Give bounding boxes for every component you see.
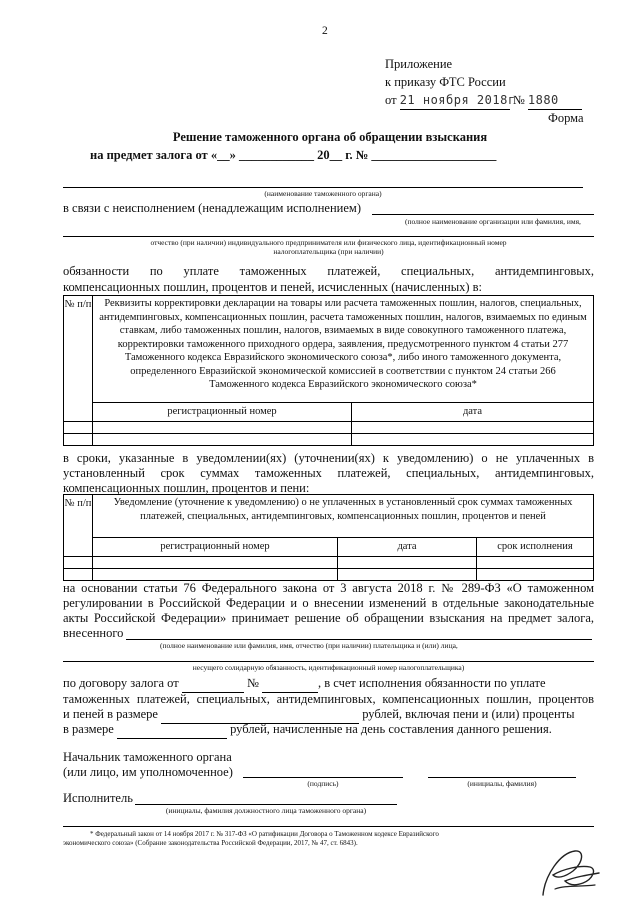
head-line2: (или лицо, им уполномоченное) [63, 765, 233, 779]
terms-line2: установленный срок суммах таможенных платежей, специальных, антидемпинговых, [63, 466, 594, 480]
caption-initials: (инициалы, фамилия) [467, 779, 537, 788]
basis-line2: регулировании в Российской Федерации и о внесении изменений в отдельные законодательные [63, 596, 594, 610]
table-correction-details [63, 295, 594, 446]
footnote-line1: * Федеральный закон от 14 ноября 2017 г. № 317-ФЗ «О ратификации Договора о Таможенном кодексе Евразийского [90, 830, 439, 838]
basis-caption2: несущего солидарную обязанность, идентификационный номер налогоплательщика) [192, 663, 465, 672]
executor-label: Исполнитель [63, 791, 133, 805]
pledge-line1-c: , в счет исполнения обязанности по уплате [318, 676, 546, 690]
obligations-line1: обязанности по уплате таможенных платежей, специальных, антидемпинговых, [63, 264, 594, 278]
basis-line4: внесенного [63, 626, 124, 640]
appendix-number-prefix: № [512, 93, 525, 107]
table1-cell[interactable] [64, 421, 93, 433]
appendix-number-handwritten: 1880 [528, 93, 582, 110]
pledge-date-field[interactable] [182, 676, 244, 693]
terms-line1: в сроки, указанные в уведомлении(ях) (уточнении(ях) к уведомлению) о не уплаченных в [63, 451, 594, 465]
pledge-line4-b: рублей, начисленные на день составления данного решения. [230, 722, 552, 736]
table2-cell[interactable] [477, 568, 594, 580]
table2-cell[interactable] [64, 568, 93, 580]
table1-num-label: № п/п [64, 299, 92, 310]
pledge-line4 [63, 722, 552, 739]
table1-header-text: Реквизиты корректировки декларации на товары или расчета таможенных пошлин, налогов, специальных, антидемпинговых, компенсационных пошлин, расчета таможенных пошлин, налогов, взимаемых по единым ставкам, либо таможенных пошлин, налогов, взимаемых в виде совокупного таможенного платежа, корректировки таможенного приходного ордера, заявления, предусмотренного пунктом 4 статьи 277 Таможенного кодекса Евразийского экономического союза*, либо иного таможенного документа, определенного Евразийской экономической комиссией в соответствии с пунктом 24 статьи 266 Таможенного кодекса Евразийского экономического союза* [99, 298, 587, 390]
appendix-date-prefix: от [385, 93, 397, 107]
table2-header-text: Уведомление (уточнение к уведомлению) о не уплаченных в установленный срок суммах таможенных платежей, специальных, антидемпинговых, компенсационных пошлин, процентов и пеней [113, 497, 573, 522]
footnote-line2: экономического союза» (Собрание законодательства Российской Федерации, 2017, № 47, ст. 6843). [63, 839, 358, 847]
executor-field[interactable] [135, 804, 397, 805]
table2-cell[interactable] [338, 568, 477, 580]
customs-authority-line[interactable] [63, 187, 583, 188]
signature-field[interactable] [243, 777, 403, 778]
pledge-number-field[interactable] [262, 676, 318, 693]
table1-cell[interactable] [93, 421, 352, 433]
table2-cell[interactable] [338, 556, 477, 568]
table1-header [93, 296, 594, 403]
table2-header [93, 495, 594, 538]
table1-cell[interactable] [352, 421, 594, 433]
basis-line1: на основании статьи 76 Федерального закона от 3 августа 2018 г. № 289-ФЗ «О таможенном [63, 581, 594, 595]
pledge-line1-a: по договору залога от [63, 676, 179, 690]
form-label: Форма [548, 111, 584, 125]
table1-reg-header: регистрационный номер [93, 403, 352, 422]
table-notifications [63, 494, 594, 581]
non-fulfillment-caption3: налогоплательщика (при наличии) [273, 247, 384, 256]
payer-name-line[interactable] [126, 639, 592, 640]
organization-name-line[interactable] [372, 214, 594, 215]
basis-caption1: (полное наименование или фамилия, имя, отчество (при наличии) плательщика и (или) лица, [160, 641, 458, 650]
payer-name-line2[interactable] [63, 661, 594, 662]
title-line1: Решение таможенного органа об обращении взыскания [172, 130, 488, 144]
non-fulfillment-caption1: (полное наименование организации или фамилия, имя, [405, 217, 581, 226]
table-row [64, 433, 594, 445]
organization-name-line2[interactable] [63, 236, 594, 237]
pledge-line2: таможенных платежей, специальных, антидемпинговых, компенсационных пошлин, процентов [63, 692, 594, 706]
basis-line3: акты Российской Федерации» принимает решение об обращении взыскания на предмет залога, [63, 611, 594, 625]
table2-date-header: дата [338, 538, 477, 557]
pledge-line3-a: и пеней в размере [63, 707, 158, 721]
pledge-line1 [63, 676, 546, 693]
pledge-line3-b: рублей, включая пени и (или) проценты [362, 707, 575, 721]
non-fulfillment-caption2: отчество (при наличии) индивидуального предпринимателя или физического лица, идентификационный номер [150, 238, 507, 247]
handwritten-signature [535, 845, 605, 900]
footnote-divider [63, 826, 594, 827]
table2-cell[interactable] [93, 568, 338, 580]
caption-signature: (подпись) [307, 779, 339, 788]
table-row [64, 568, 594, 580]
appendix-date-handwritten: 21 ноября 2018г [400, 93, 510, 110]
pledge-line1-b: № [246, 676, 259, 690]
appendix-line1: Приложение [385, 57, 453, 71]
table2-num-label: № п/п [64, 498, 92, 509]
initials-field[interactable] [428, 777, 576, 778]
table2-cell[interactable] [477, 556, 594, 568]
customs-authority-caption: (наименование таможенного органа) [264, 189, 382, 198]
table2-cell[interactable] [93, 556, 338, 568]
table2-term-header: срок исполнения [477, 538, 594, 557]
table1-cell[interactable] [93, 433, 352, 445]
table1-cell[interactable] [64, 433, 93, 445]
page-number: 2 [322, 25, 328, 37]
non-fulfillment-text: в связи с неисполнением (ненадлежащим исполнением) [63, 201, 361, 215]
table-row [64, 556, 594, 568]
table1-num-header [64, 296, 93, 422]
obligations-line2: компенсационных пошлин, процентов и пеней, исчисленных (начисленных) в: [63, 280, 483, 294]
terms-line3: компенсационных пошлин, процентов и пени: [63, 481, 310, 495]
title-line2: на предмет залога от «__» ____________ 20__ г. № ____________________ [90, 148, 497, 162]
table2-cell[interactable] [64, 556, 93, 568]
table2-reg-header: регистрационный номер [93, 538, 338, 557]
table1-date-header: дата [352, 403, 594, 422]
appendix-line2: к приказу ФТС России [385, 75, 506, 89]
table1-cell[interactable] [352, 433, 594, 445]
caption-executor: (инициалы, фамилия должностного лица таможенного органа) [165, 806, 367, 815]
pledge-interest-field[interactable] [117, 722, 227, 739]
table-row [64, 421, 594, 433]
appendix-date-line [385, 93, 582, 110]
table2-num-header [64, 495, 93, 557]
pledge-line4-a: в размере [63, 722, 114, 736]
head-line1: Начальник таможенного органа [63, 750, 232, 764]
